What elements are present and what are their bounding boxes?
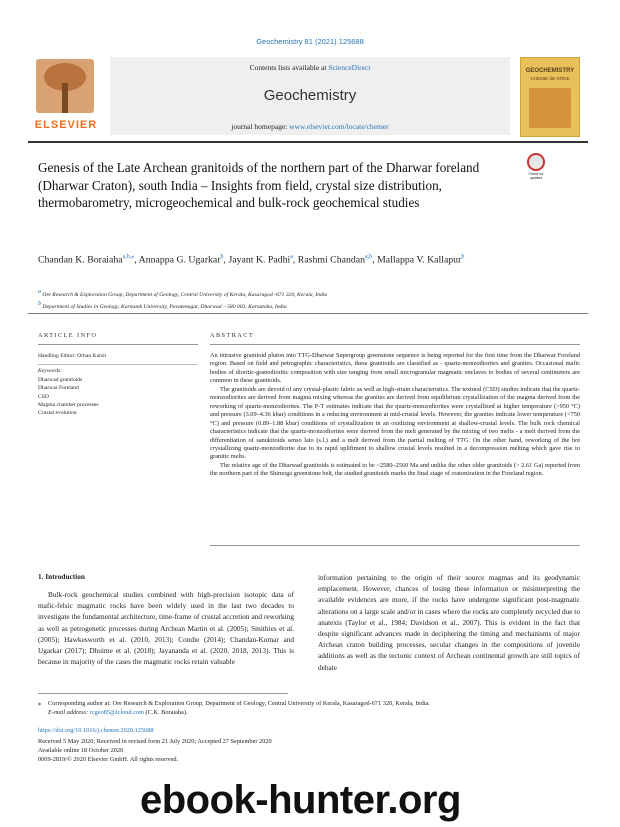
cover-subtitle: CHEMIE der ERDE xyxy=(530,76,570,81)
abstract-body xyxy=(210,352,580,479)
journal-cover[interactable] xyxy=(520,57,580,137)
elsevier-logo[interactable] xyxy=(28,57,104,135)
author-affiliation-marks[interactable]: b xyxy=(461,254,465,260)
abstract-heading: ABSTRACT xyxy=(210,332,255,339)
abstract-paragraph: The relative age of the Dharwad granitoids is estimated to be ~2580–2560 Ma and unlike the other older granitoids (> 2.61 Ga) reported from the northern part of the Shimoga greenstone belt, the studied granitoids marks the final stage of cratonization in the Foreland region. xyxy=(210,461,580,478)
affiliations xyxy=(38,288,558,312)
corresponding-text: Corresponding author at: Ore Research & Exploration Group, Department of Geology, Central University of Kerala, Kasaragod-671 320, Kerala, India. xyxy=(48,700,430,707)
affiliation-b: $^b$ Department of Studies in Geology, Karnatak University, Pavatenagar, Dharwad – 580 003, Karnataka, India xyxy=(38,300,287,310)
history-line: Received 5 May 2020; Received in revised form 21 July 2020; Accepted 27 September 2020 xyxy=(38,738,272,745)
update-icon xyxy=(527,153,545,171)
author-affiliation-marks[interactable]: a xyxy=(290,254,293,260)
keyword: Crustal evolution xyxy=(38,410,77,417)
homepage-prefix: journal homepage: xyxy=(231,122,290,131)
author-separator: , xyxy=(223,254,229,266)
intro-paragraph: Bulk-rock geochemical studies combined with high-precision isotopic data of mafic-felsic magmatic rocks have been widely used in the last two decades to investigate the fundamental architecture, time-frame of crustal accretion and reworking as well as petrogenetic processes during Archean Martin et al. (2005); Smithies et al. (2005); Hawkesworth et al. (2010, 2013); Condie (2014); Chandan-Kumar and Ugarkar (2017); Dhuime et al. (2018); Jayananda et al. (2020, 2018, 2013). This is because in majority of the cases the magmatic rocks retain valuable xyxy=(38,590,294,667)
keywords-heading: Keywords: xyxy=(38,368,63,374)
author-name[interactable]: Mallappa V. Kallapur xyxy=(377,254,462,266)
cover-image xyxy=(529,88,571,128)
tree-icon xyxy=(36,59,94,113)
email-suffix: (C.K. Boraiaha). xyxy=(143,709,188,716)
author-separator: , xyxy=(134,254,139,266)
journal-title: Geochemistry xyxy=(263,87,357,104)
online-line: Available online 18 October 2020 xyxy=(38,747,124,755)
publication-dates xyxy=(38,737,272,765)
article-title: Genesis of the Late Archean granitoids of the northern part of the Dharwar foreland (Dharwar Craton), south India – Insights from field, crystal size distribution, thermobarometry, microgeochemical and bulk-rock geochemical studies xyxy=(38,160,480,211)
author-name[interactable]: Rashmi Chandan xyxy=(297,254,366,266)
author-affiliation-marks[interactable]: a,b,⁎ xyxy=(122,254,135,260)
doi-link[interactable]: https://doi.org/10.1016/j.chemer.2020.125688 xyxy=(38,727,154,734)
keyword: Magma chamber processes xyxy=(38,401,99,408)
homepage-line xyxy=(110,122,510,131)
journal-reference[interactable]: Geochemistry 81 (2021) 125688 xyxy=(256,37,364,46)
email-link[interactable]: rcgeo85@icloud.com xyxy=(89,709,144,716)
check-for-updates-badge[interactable] xyxy=(523,153,549,183)
contents-prefix: Contents lists available at xyxy=(249,63,329,72)
header-divider xyxy=(28,141,588,143)
abstract-paragraph: An intrusive granitoid pluton into TTG-Dharwar Supergroup greenstone sequence is being reported for the first time from the Dharwar Foreland region. Based on field and petrographic characteristics, these granitoids are classified as - quartz-monzodiorites and granites. Occasional mafic bodies of dioritic-granodioritic composition with size ranging from small microgranular magmatic enclaves to bodies of several centimeters are common in these granitoids. xyxy=(210,352,580,385)
publisher-wordmark: ELSEVIER xyxy=(34,119,98,131)
keyword: Dharwar Foreland xyxy=(38,385,79,392)
copyright-line: 0009-2819/© 2020 Elsevier GmbH. All rights reserved. xyxy=(38,756,179,764)
keyword: Dharwad granitoids xyxy=(38,377,83,383)
masthead xyxy=(110,57,510,135)
author-name[interactable]: Jayant K. Padhi xyxy=(228,254,291,266)
keywords-list xyxy=(38,376,99,417)
intro-paragraph: information pertaining to the origin of their source magmas and its geodynamic emplacement. However, chances of losing these information or misinterpreting the available evidences are more, if the rocks have undergone significant post-magmatic alterations on a large scale and/or in cases where the rocks are completely recycled due to anatexis (Taylor et al., 1984; Davidson et al., 2007). This is evident in the fact that despite significant advances made in deciphering the timing and mechanisms of major Archean craton building processes, secular changes in the compositions of juvenile additions as well as the tectonic context of Archean continental growth are still topics of debate xyxy=(318,573,580,672)
article-info-heading: ARTICLE INFO xyxy=(38,332,98,339)
article-info-rule xyxy=(38,344,198,345)
watermark: ebook-hunter.org xyxy=(140,778,461,822)
author-name[interactable]: Annappa G. Ugarkar xyxy=(138,254,221,266)
intro-heading: 1. Introduction xyxy=(38,572,85,581)
abstract-end-rule xyxy=(210,545,580,546)
intro-right-column xyxy=(318,572,580,673)
intro-left-column xyxy=(38,589,294,667)
author-separator: , xyxy=(292,254,298,266)
affiliation-a: $^a$ Ore Research & Exploration Group, Department of Geology, Central University of Kerala, Kasaragod -671 320, Kerala, India xyxy=(38,289,328,298)
author-affiliation-marks[interactable]: a,b xyxy=(365,254,373,260)
footnote-rule xyxy=(38,693,288,694)
handling-editor: Handling Editor: Orhan Karsli xyxy=(38,353,107,359)
corresponding-author-note xyxy=(38,699,578,717)
author-list xyxy=(38,250,508,267)
editor-rule xyxy=(38,364,198,365)
journal-header xyxy=(28,57,588,137)
email-label: E-mail address: xyxy=(48,709,90,716)
section-divider xyxy=(28,313,588,314)
author-name[interactable]: Chandan K. Boraiaha xyxy=(38,254,123,266)
contents-line xyxy=(110,63,510,72)
keyword: CSD xyxy=(38,393,49,400)
author-separator: , xyxy=(372,254,378,266)
abstract-rule xyxy=(210,344,580,345)
cover-title: GEOCHEMISTRY xyxy=(525,68,575,74)
footnote-symbol: ⁎ xyxy=(38,700,42,707)
check-updates-label: Check for updates xyxy=(528,172,544,180)
abstract-paragraph: The granitoids are devoid of any crystal-plastic fabric as well as high-strain characteristics. The textural (CSD) studies indicate that the quartz-monzodiorites are derived from magma mixing whereas the granites are derived from equilibrium crystallization of the magma derived from the reworking of quartz-monzodiorites. The P-T estimates indicate that the quartz-monzodiorites were crystallized at higher temperature (>950 °C) and pressure (3.09–4.36 kbar) conditions in a reducing environment at mid-crustal levels. However, the granites indicate lower temperature (<750 °C) and pressure (0.89–1.88 kbar) conditions of crystallization in an oxidizing environment at shallow-crustal levels. The bulk rock chemical characteristics indicate that the quartz-monzodiorites were derived from the melt generated by the mixing of two melts - a melt derived from the differentiation of sanukitoids senso lato (s.l.) and a melt derived from the partial melting of TTG. On the other hand, reworking of the hot crystallizing quartz-monzodiorite due to its rapid upliftment to shallow crustal levels resulted in a decompression melting which gave rise to granitic melts. xyxy=(210,385,580,461)
author-affiliation-marks[interactable]: b xyxy=(220,254,224,260)
homepage-link[interactable]: www.elsevier.com/locate/chemer xyxy=(289,122,389,131)
sciencedirect-link[interactable]: ScienceDirect xyxy=(328,63,371,72)
